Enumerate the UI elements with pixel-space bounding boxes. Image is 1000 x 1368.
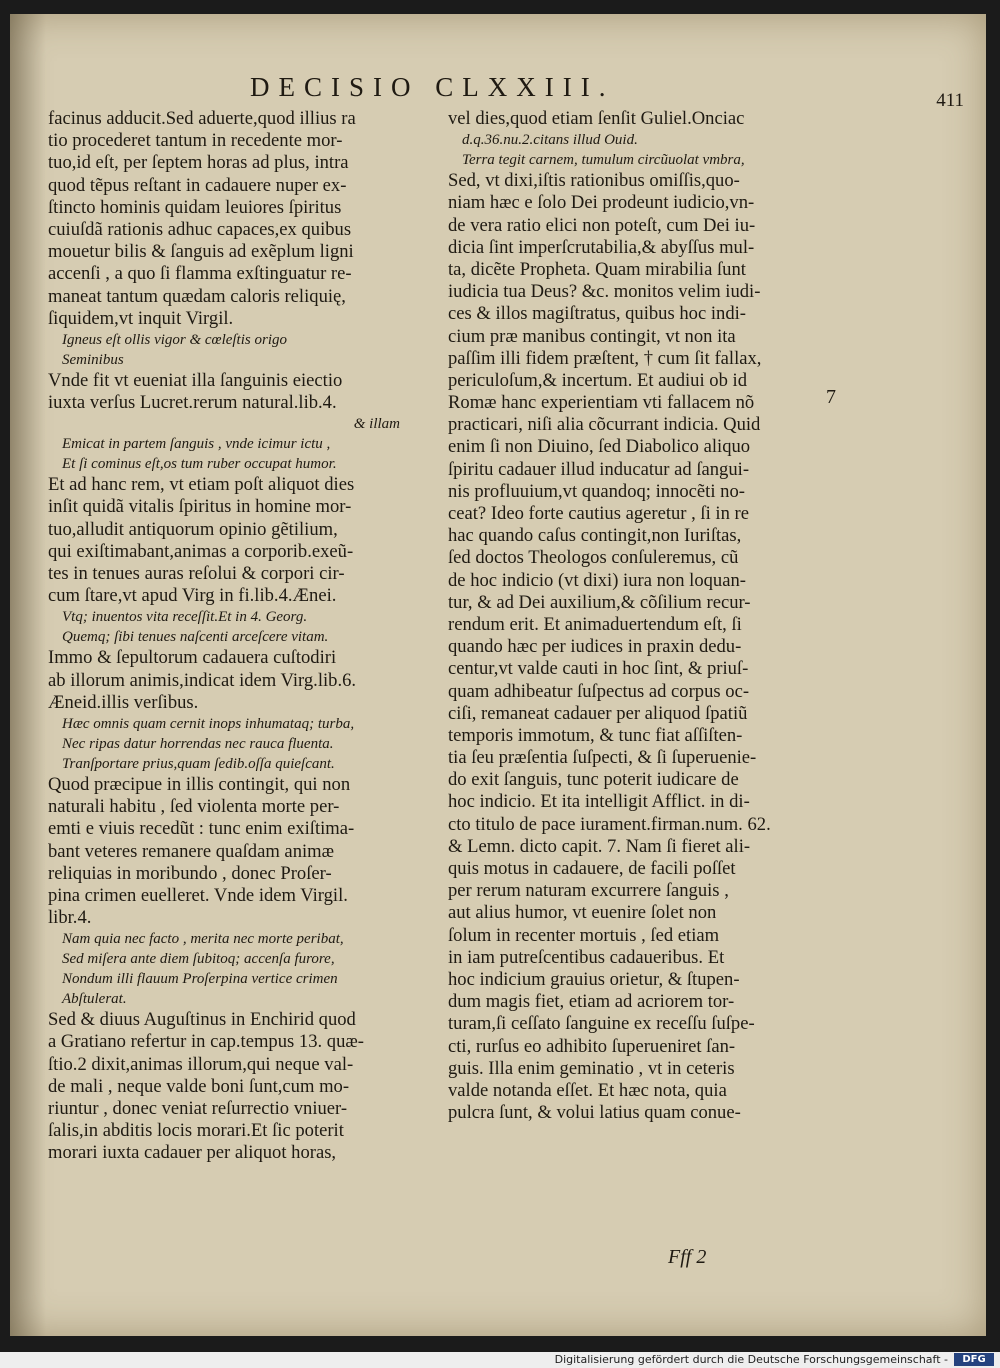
verse-quotation-line: Quemq; ſibi tenues naſcenti arceſcere vitam. xyxy=(62,629,329,646)
text-line: naturali habitu , ſed violenta morte per- xyxy=(48,796,340,818)
text-line: cti, rurſus eo adhibito ſuperueniret ſan- xyxy=(448,1035,736,1057)
text-line: libr.4. xyxy=(48,907,92,929)
text-line: ab illorum animis,indicat idem Virg.lib.6. xyxy=(48,669,357,691)
text-line: vel dies,quod etiam ſenſit Guliel.Onciac xyxy=(448,108,745,129)
text-line: tio procederet tantum in recedente mor- xyxy=(48,130,343,152)
text-line: ſolum in recenter mortuis , ſed etiam xyxy=(448,924,720,946)
text-line: ſtio.2 dixit,animas illorum,qui neque val- xyxy=(48,1053,354,1075)
verse-quotation-line: Et ſi cominus eſt,os tum ruber occupat humor. xyxy=(62,456,337,473)
verse-quotation-line: & illam xyxy=(353,416,400,433)
text-line: a Gratiano refertur in cap.tempus 13. quæ- xyxy=(48,1031,364,1053)
text-line: iudicia tua Deus? &c. monitos velim iudi- xyxy=(448,281,761,303)
text-line: quando hæc per iudices in praxin dedu- xyxy=(448,636,742,658)
page-header: DECISIO CLXXIII. xyxy=(250,72,615,102)
text-line: morari iuxta cadauer per aliquot horas, xyxy=(48,1142,337,1164)
text-line: centur,vt valde cauti in hoc ſint, & priuſ- xyxy=(448,658,749,680)
text-line: pina crimen euelleret. Vnde idem Virgil. xyxy=(48,884,348,906)
text-line: ſalis,in abditis locis morari.Et ſic poterit xyxy=(48,1120,344,1142)
text-line: ces & illos magiſtratus, quibus hoc indi- xyxy=(448,303,746,325)
text-line: & Lemn. dicto capit. 7. Nam ſi fieret ali- xyxy=(448,835,751,857)
text-line: Vnde fit vt eueniat illa ſanguinis eiectio xyxy=(48,369,343,391)
text-line: bant veteres remanere quaſdam animæ xyxy=(48,840,335,862)
verse-quotation-line: Igneus eſt ollis vigor & cœleſtis origo xyxy=(62,331,287,348)
text-line: in iam putreſcentibus cadaueribus. Et xyxy=(448,946,725,968)
text-line: Et ad hanc rem, vt etiam poſt aliquot dies xyxy=(48,474,355,496)
verse-quotation-line: Terra tegit carnem, tumulum circũuolat vmbra, xyxy=(462,152,745,169)
text-line: ſpiritu cadauer illud inducatur ad ſangui- xyxy=(448,458,750,480)
text-line: facinus adducit.Sed aduerte,quod illius ra xyxy=(48,108,356,129)
text-line: iuxta verſus Lucret.rerum natural.lib.4. xyxy=(48,392,337,414)
text-line: hoc indicio. Et ita intelligit Afflict. in di- xyxy=(448,791,750,813)
text-line: turam,ſi ceſſato ſanguine ex receſſu ſuſpe- xyxy=(448,1013,755,1035)
text-line: tuo,id eſt, per ſeptem horas ad plus, intra xyxy=(48,152,349,174)
verse-quotation-line: Vtq; inuentos vita receſſit.Et in 4. Georg. xyxy=(62,609,308,626)
dfg-logo: DFG xyxy=(954,1353,994,1366)
text-line: de vera ratio elici non poteſt, cum Dei iu- xyxy=(448,214,756,236)
text-line: tur, & ad Dei auxilium,& cõſilium recur- xyxy=(448,591,751,613)
left-text-column xyxy=(48,108,420,1165)
text-line: accenſi , a quo ſi flamma exſtinguatur re- xyxy=(48,263,352,285)
text-line: enim ſi non Diuino, ſed Diabolico aliquo xyxy=(448,436,751,458)
text-line: do exit ſanguis, tunc poterit iudicare de xyxy=(448,769,739,791)
text-line: de mali , neque valde boni ſunt,cum mo- xyxy=(48,1075,350,1097)
text-line: niam hæc e ſolo Dei prodeunt iudicio,vn- xyxy=(448,192,755,214)
text-line: Sed, vt dixi,iſtis rationibus omiſſis,quo- xyxy=(448,170,740,192)
verse-quotation-line: Emicat in partem ſanguis , vnde icimur ictu , xyxy=(62,436,331,453)
text-line: Æneid.illis verſibus. xyxy=(48,691,199,713)
text-line: ciſi, remaneat cadauer per aliquod ſpatiũ xyxy=(448,702,748,724)
text-line: maneat tantum quædam caloris reliquię, xyxy=(48,285,346,307)
text-line: cium præ manibus contingit, vt non ita xyxy=(448,325,736,347)
text-line: Immo & ſepultorum cadauera cuſtodiri xyxy=(48,647,337,669)
text-line: cto titulo de pace iurament.firman.num. 62. xyxy=(448,813,771,835)
verse-quotation-line: Nam quia nec facto , merita nec morte peribat, xyxy=(62,931,344,948)
text-line: ſtincto hominis quidam leuiores ſpiritus xyxy=(48,196,342,218)
text-line: temporis immotum, & tunc fiat aſſiſten- xyxy=(448,724,743,746)
text-line: mouetur bilis & ſanguis ad exẽplum ligni xyxy=(48,241,354,263)
text-line: reliquias in moribundo , donec Proſer- xyxy=(48,862,332,884)
verse-quotation-line: Nec ripas datur horrendas nec rauca fluenta. xyxy=(62,735,334,752)
text-line: hac quando caſus contingit,non Iuriſtas, xyxy=(448,525,742,547)
footer-bar xyxy=(0,1352,1000,1368)
text-line: riuntur , donec veniat reſurrectio vniuer- xyxy=(48,1098,348,1119)
text-line: Sed & diuus Auguſtinus in Enchirid quod xyxy=(48,1009,356,1031)
text-line: inſit quidã vitalis ſpiritus in homine mor- xyxy=(48,496,352,518)
right-text-column xyxy=(448,108,828,1124)
verse-quotation-line: Hæc omnis quam cernit inops inhumataq; turba, xyxy=(62,715,355,732)
text-line: valde notanda eſſet. Et hæc nota, quia xyxy=(448,1079,727,1101)
page-number: 411 xyxy=(936,90,964,111)
text-line: rendum erit. Et animaduertendum eſt, ſi xyxy=(448,613,742,635)
funding-credit: Digitalisierung gefördert durch die Deutsche Forschungsgemeinschaft - xyxy=(554,1353,948,1366)
text-line: qui exiſtimabant,animas a corporib.exeũ- xyxy=(48,540,354,562)
text-line: tes in tenues auras reſolui & corpori cir- xyxy=(48,563,345,584)
text-line: dum magis fiet, etiam ad acriorem tor- xyxy=(448,991,735,1013)
text-line: quam adhibeatur ſuſpectus ad corpus oc- xyxy=(448,680,750,702)
verse-quotation-line: Tranſportare prius,quam ſedib.oſſa quieſcant. xyxy=(62,755,335,772)
text-line: tuo,alludit antiquorum opinio gẽtilium, xyxy=(48,518,338,540)
text-line: practicari, niſi alia cõcurrant indicia. Quid xyxy=(448,414,761,436)
text-line: tia ſeu præſentia ſuſpecti, & ſi ſuperuenie- xyxy=(448,747,757,769)
text-line: ſiquidem,vt inquit Virgil. xyxy=(48,307,234,329)
verse-quotation-line: Nondum illi flauum Proſerpina vertice crimen xyxy=(62,971,338,988)
text-line: guis. Illa enim geminatio , vt in ceteris xyxy=(448,1057,735,1079)
text-line: ſed doctos Theologos conſuleremus, cũ xyxy=(448,547,739,569)
verse-quotation-line: Sed miſera ante diem ſubitoq; accenſa furore, xyxy=(62,951,335,968)
text-line: Romæ hanc experientiam vti fallacem nõ xyxy=(448,392,755,414)
text-line: hoc indicium grauius orietur, & ſtupen- xyxy=(448,968,740,990)
verse-quotation-line: Abſtulerat. xyxy=(62,991,127,1008)
text-line: pulcra ſunt, & volui latius quam conue- xyxy=(448,1102,741,1124)
text-line: dicia ſint imperſcrutabilia,& abyſſus mul- xyxy=(448,236,755,258)
verse-quotation-line: d.q.36.nu.2.citans illud Ouid. xyxy=(462,132,638,149)
text-line: Quod præcipue in illis contingit, qui non xyxy=(48,773,351,795)
text-line: de hoc indicio (vt dixi) iura non loquan- xyxy=(448,569,746,591)
text-line: paſſim illi fidem præſtent, † cum ſit fallax, xyxy=(448,347,762,369)
text-line: cum ſtare,vt apud Virg in fi.lib.4.Ænei. xyxy=(48,585,337,607)
text-line: ceat? Ideo forte cautius ageretur , ſi in re xyxy=(448,503,749,524)
text-line: periculoſum,& incertum. Et audiui ob id xyxy=(448,369,747,391)
text-line: ta, dicẽte Propheta. Quam mirabilia ſunt xyxy=(448,258,746,280)
text-line: aut alius humor, vt euenire ſolet non xyxy=(448,902,717,924)
text-line: quis motus in cadauere, de facili poſſet xyxy=(448,858,736,879)
text-line: emti e viuis recedũt : tunc enim exiſtima- xyxy=(48,818,355,840)
verse-quotation-line: Seminibus xyxy=(62,351,124,368)
margin-note-number: 7 xyxy=(826,386,836,408)
signature-mark: Fff 2 xyxy=(668,1246,707,1268)
text-line: per rerum naturam excurrere ſanguis , xyxy=(448,880,729,902)
text-line: nis profluuium,vt quandoq; innocẽti no- xyxy=(448,480,745,502)
scanned-page xyxy=(10,14,986,1336)
text-line: quod tẽpus reſtant in cadauere nuper ex- xyxy=(48,174,347,196)
text-line: cuiuſdã rationis adhuc capaces,ex quibus xyxy=(48,218,352,240)
